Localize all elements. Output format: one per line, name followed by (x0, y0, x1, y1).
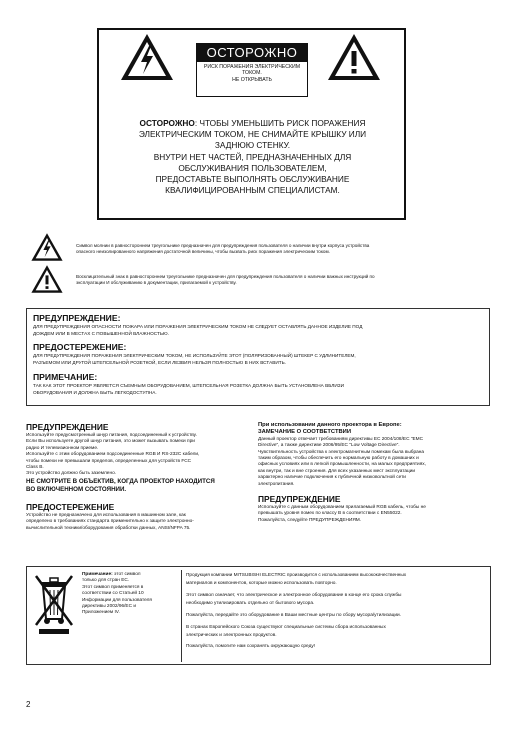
lightning-triangle-icon (30, 232, 64, 262)
weee-note-line: Этот символ применяется в (82, 584, 144, 590)
weee-divider (181, 570, 182, 662)
body-line: Сlass B. (26, 465, 44, 471)
body-line: Пожалуйста, следуйте ПРЕДУПРЕЖДЕНИЯМ. (258, 517, 362, 523)
left-caution-title: ПРЕДОСТЕРЕЖЕНИЕ (26, 501, 115, 512)
explanation-line: Восклицательный знак в равностороннем треугольнике предназначен для предупреждения пользователя о наличии важных инструкций по (76, 274, 375, 279)
bold-line: НЕ СМОТРИТЕ В ОБЪЕКТИВ, КОГДА ПРОЕКТОР НАХОДИТСЯ (26, 477, 215, 485)
caution-line: ПРЕДОСТАВЬТЕ ВЫПОЛНЯТЬ ОБСЛУЖИВАНИЕ (155, 174, 350, 185)
caution-label (196, 43, 308, 97)
body-line: вычислительной техники/оборудования обработки данных, ANSI/NFPA 75. (26, 525, 191, 531)
body-line: Чувствительность устройства к электромагнитным помехам была выбрана (258, 449, 425, 455)
weee-note-line: только для стран ЕС. (82, 578, 130, 584)
bold-line: ВО ВКЛЮЧЕННОМ СОСТОЯНИИ. (26, 485, 127, 493)
body-line: Используйте с этим оборудованием подсоединенные RGB И RS-232C кабели, (26, 452, 200, 458)
note-text (33, 383, 483, 396)
body-line: Устройство не предназначено для использования в машинном зале, как (26, 512, 186, 518)
weee-text-line: Этот символ означает, что электрическое и электронное оборудование в конце его срока службы (186, 593, 402, 598)
body-line: Это устройство должно быть заземлено. (26, 471, 117, 477)
weee-text-line: В странах Европейского Союза существуют специальные системы сбора использованных (186, 625, 386, 630)
crossed-bin-icon (31, 573, 77, 635)
warnings-frame (26, 308, 490, 406)
eu-subtitle: ЗАМЕЧАНИЕ О СООТВЕТСТВИИ (258, 429, 352, 436)
caution-line: ВНУТРИ НЕТ ЧАСТЕЙ, ПРЕДНАЗНАЧЕННЫХ ДЛЯ (153, 151, 352, 162)
exclamation-triangle-icon (326, 32, 382, 82)
body-line: Если Вы используете другой шнур питания, это может вызывать помехи при (26, 439, 195, 445)
left-column (26, 422, 252, 532)
caution-line: ЭЛЕКТРИЧЕСКИМ ТОКОМ, НЕ СНИМАЙТЕ КРЫШКУ ИЛИ (138, 129, 367, 140)
caution-line: ЗАДНЮЮ СТЕНКУ. (214, 140, 291, 151)
body-line: как внутри, так и вне строения. Для всех указанных мест эксплуатации (258, 468, 416, 474)
body-line: Используйте предусмотренный шнур питания, подсоединенный к устройству. (26, 433, 197, 438)
body-line: радио И телевизионном приеме. (26, 445, 99, 451)
caution-label-title: ОСТОРОЖНО (197, 44, 307, 62)
weee-note-line: соответствии со Статьей 10 (82, 591, 144, 597)
exclamation-symbol-explanation (76, 274, 488, 287)
weee-text-line: Пожалуйста, помогите нам сохранять окружающую среду! (186, 644, 316, 649)
left-warning-body (26, 433, 252, 478)
body-line: чтобы помехи не превышали пределов, определенных для устройств FCC (26, 458, 192, 464)
weee-text-line: электрических и электронных продуктов. (186, 633, 277, 638)
left-caution-body (26, 513, 252, 532)
weee-note-line: Информации для пользователя (82, 597, 152, 603)
explanation-line: опасного неизолированного напряжения достаточной величины, чтобы вызвать риск поражения электрическим током. (76, 249, 330, 255)
warning-line: ДОЖДЕМ ИЛИ В МЕСТАХ С ПОВЫШЕННОЙ ВЛАЖНОСТЬЮ. (33, 330, 169, 336)
warning-text (33, 324, 483, 337)
lightning-symbol-explanation (76, 243, 488, 256)
right-warning-title: ПРЕДУПРЕЖДЕНИЕ (258, 494, 341, 505)
weee-note-line: Приложением IV. (82, 610, 120, 616)
left-warning-title: ПРЕДУПРЕЖДЕНИЕ (26, 422, 109, 432)
right-column (258, 422, 490, 524)
caution-subtitle-line: РИСК ПОРАЖЕНИЯ ЭЛЕКТРИЧЕСКИМ (203, 64, 301, 70)
body-line: Directive", а также директиве 2006/95/EC "Low Voltage Directive". (258, 443, 400, 449)
weee-text-line: необходимо утилизировать отдельно от бытового мусора. (186, 601, 315, 606)
body-line: определено в требованиях стандарта применительно к защите электронно- (26, 519, 194, 525)
body-line: превышать уровня помех по классу B в соответствии с EN55022. (258, 511, 402, 517)
caution-lead: ОСТОРОЖНО (139, 118, 195, 128)
weee-text-line: Пожалуйста, передайте это оборудование в Ваши местные центры по сбору мусора/утилизации. (186, 613, 401, 618)
weee-text-line: Продукция компании MITSUBISHI ELECTRIC производится с использованием высококачественных (186, 573, 407, 578)
lightning-triangle-icon (119, 32, 175, 82)
body-line: офисных условиях или в легкой промышленности, на малых предприятиях, (258, 462, 426, 468)
caution-line: РАЗЪЕМОМ ИЛИ ДРУГОЙ ШТЕПСЕЛЬНОЙ РОЗЕТКОЙ, ЕСЛИ ЛЕЗВИЯ НЕЛЬЗЯ ПОЛНОСТЬЮ В НИХ ВСТАВИТЬ. (33, 359, 286, 365)
caution-line: КВАЛИФИЦИРОВАННЫМ СПЕЦИАЛИСТАМ. (165, 185, 340, 196)
weee-note (82, 572, 178, 617)
weee-note-line: директивы 2002/96/EC и (82, 604, 136, 610)
caution-text (33, 353, 483, 366)
weee-text-line: материалов и компонентов, которые можно использовать повторно. (186, 581, 337, 586)
page-number: 2 (26, 700, 31, 709)
caution-subtitle-line: ТОКОМ. (242, 70, 262, 77)
body-line: таким образом, чтобы обеспечить его нормальную работу в домашних и (258, 456, 419, 462)
caution-statement (110, 118, 395, 196)
caution-subtitle-line: НЕ ОТКРЫВАТЬ (232, 76, 272, 83)
lens-warning (26, 478, 252, 494)
note-line: ОБОРУДОВАНИЯ И ДОЛЖНА БЫТЬ ЛЕГКОДОСТУПНА. (33, 389, 157, 395)
exclamation-triangle-icon (30, 264, 64, 294)
caution-heading: ПРЕДОСТЕРЕЖЕНИЕ: (33, 342, 127, 352)
warning-line: ДЛЯ ПРЕДУПРЕЖДЕНИЯ ОПАСНОСТИ ПОЖАРА ИЛИ ПОРАЖЕНИЯ ЭЛЕКТРИЧЕСКИМ ТОКОМ НЕ СЛЕДУЕТ ОСТАВЛЯТЬ ДАННОЕ ИЗДЕЛИЕ ПОД (33, 324, 363, 329)
weee-note-line: этот символ (112, 572, 141, 577)
body-line: Данный проектор отвечает требованиям директивы EC 2004/108/EC "EMC (258, 436, 424, 442)
note-line: ТАК КАК ЭТОТ ПРОЕКТОР ЯВЛЯЕТСЯ СЪЕМНЫМ ОБОРУДОВАНИЕМ, ШТЕПСЕЛЬНАЯ РОЗЕТКА ДОЛЖНА БЫТЬ УСТАНОВЛЕНА ВБЛИЗИ (33, 383, 344, 388)
caution-line: ОБСЛУЖИВАНИЯ ПОЛЬЗОВАТЕЛЕМ, (178, 162, 327, 173)
warning-heading: ПРЕДУПРЕЖДЕНИЕ: (33, 313, 121, 323)
caution-line: : ЧТОБЫ УМЕНЬШИТЬ РИСК ПОРАЖЕНИЯ (194, 118, 366, 128)
note-heading: ПРИМЕЧАНИЕ: (33, 372, 98, 382)
eu-body (258, 437, 490, 488)
explanation-line: эксплуатации И обслуживанию в документации, прилагаемой к устройству. (76, 280, 237, 286)
body-line: характерно наличие подключения к публичной низковольтной сети (258, 475, 406, 481)
eu-title: При использовании данного проектора в Европе: (258, 422, 402, 428)
caution-label-subtitle (197, 64, 307, 83)
right-warning-body (258, 505, 490, 524)
weee-note-lead: Примечание: (82, 572, 113, 577)
body-line: Используйте с данным оборудованием прилагаемый RGB кабель, чтобы не (258, 505, 426, 511)
explanation-line: Символ молнии в равностороннем треугольнике предназначен для предупреждения пользователя о наличии внутри корпуса устройства (76, 243, 370, 248)
caution-line: ДЛЯ ПРЕДУПРЕЖДЕНИЯ ПОРАЖЕНИЯ ЭЛЕКТРИЧЕСКИМ ТОКОМ, НЕ ИСПОЛЬЗУЙТЕ ЭТОТ (ПОЛЯРИЗОВАННЫЙ) ШТЕКЕР С УДЛИНИТЕЛЕМ, (33, 353, 356, 358)
body-line: электропитания. (258, 481, 295, 487)
